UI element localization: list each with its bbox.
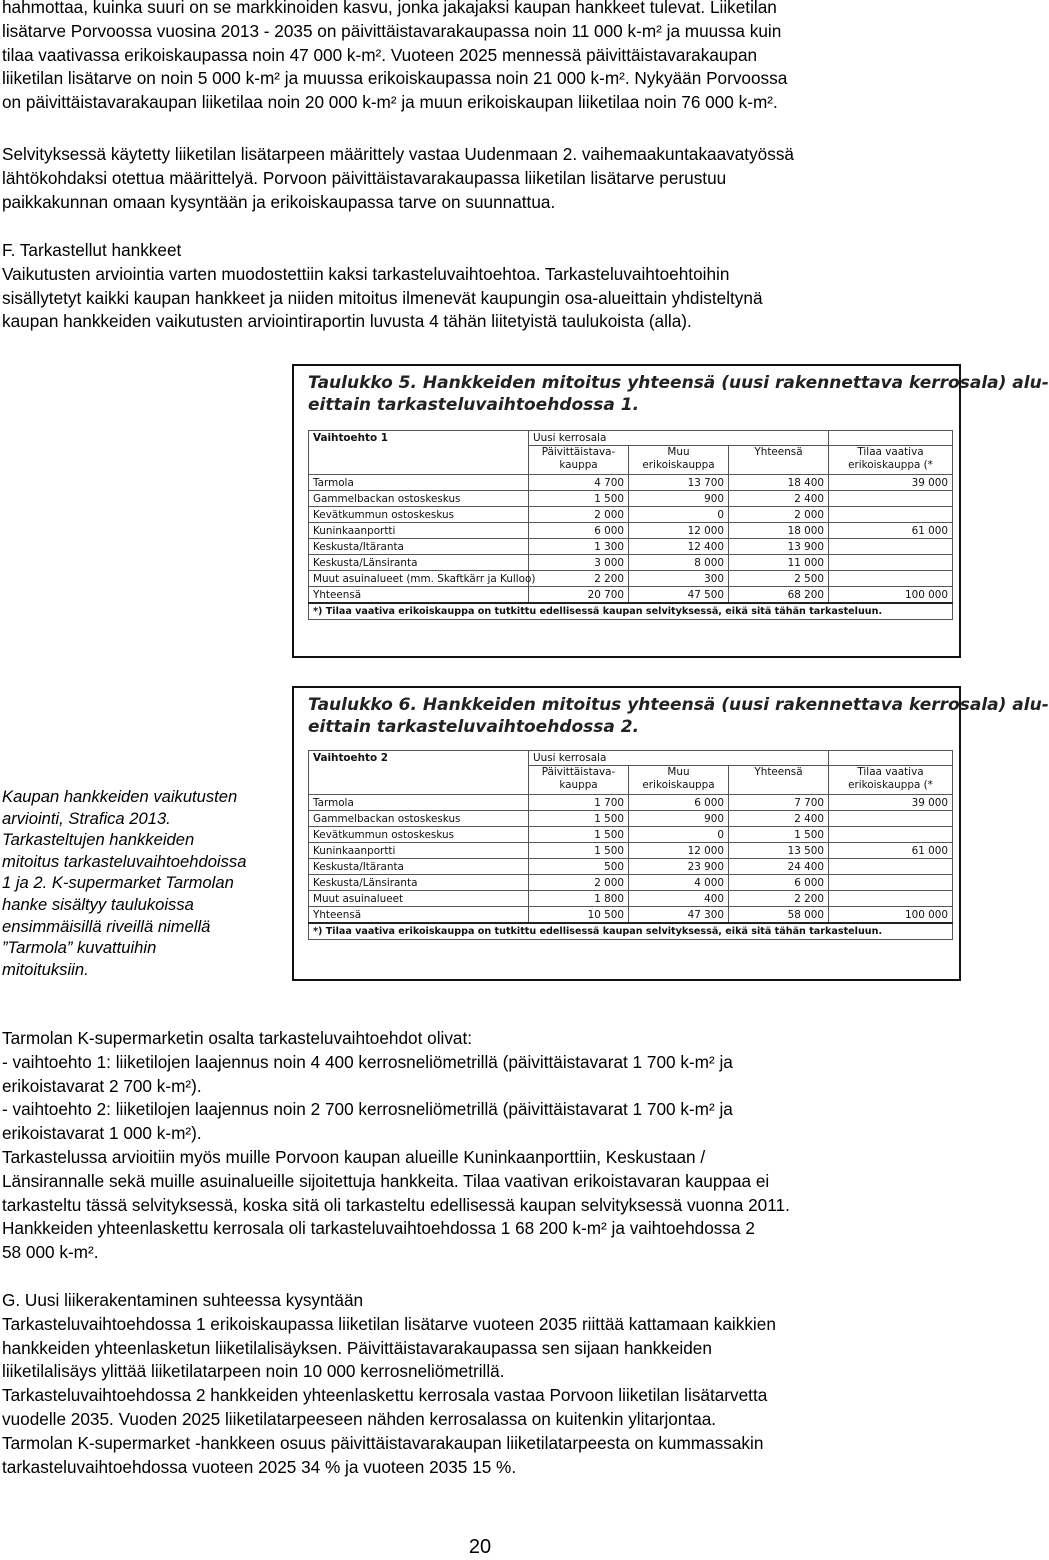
text-line: kaupan hankkeiden vaikutusten arviointiraportin luvusta 4 tähän liitetyistä taulukoista (alla). [2,311,692,332]
caption-line: Kaupan hankkeiden vaikutusten [2,787,238,806]
tarmola-paragraph [2,1027,954,1265]
caption-line: 1 ja 2. K-supermarket Tarmolan [2,873,234,893]
text-line: liiketilalisäys ylittää liiketilatarpeen noin 10 000 kerrosneliömetrillä. [2,1361,505,1382]
table-cell [829,811,953,827]
table-cell: 7 700 [729,795,829,811]
text-line: tarkasteltu tässä selvityksessä, koska sitä oli tarkasteltu edellisessä kaupan selvityksessä vuonna 2011. [2,1194,790,1215]
caption-line: ”Tarmola” kuvattuihin [2,938,157,958]
table-cell: 61 000 [829,843,953,859]
text-line: 58 000 k-m². [2,1242,99,1263]
table-cell: 39 000 [829,795,953,811]
text-line: Tarkasteluvaihtoehdossa 1 erikoiskaupassa liiketilan lisätarve vuoteen 2035 riittää kattamaan kaikkien [2,1313,776,1334]
table-cell: 13 900 [729,539,829,555]
text-line: lisätarve Porvoossa vuosina 2013 - 2035 on päivittäistavarakaupassa noin 11 000 k-m² ja muussa kuin [2,20,782,41]
text-line: Selvityksessä käytetty liiketilan lisätarpeen määrittely vastaa Uudenmaan 2. vaihemaakuntakaavatyössä [2,144,794,164]
text-line: vuodelle 2035. Vuoden 2025 liiketilatarpeeseen nähden kerrosalassa on kuitenkin ylitarjontaa. [2,1408,717,1429]
row-label: Kuninkaanportti [309,523,529,539]
table-title-line: Taulukko 5. Hankkeiden mitoitus yhteensä (uusi rakennettava kerrosala) alu- [308,373,1049,393]
empty-header [309,766,529,795]
caption-line: hanke sisältyy taulukoissa [2,894,194,914]
table-cell: 11 000 [729,555,829,571]
corner-label: Vaihtoehto 2 [309,751,529,766]
section-g-heading: G. Uusi liikerakentaminen suhteessa kysyntään [2,1290,364,1310]
table-cell [829,859,953,875]
table-cell [829,827,953,843]
table-cell: 61 000 [829,523,953,539]
table-6 [308,750,953,940]
table-cell: 2 000 [529,507,629,523]
row-label: Tarmola [309,795,529,811]
table-cell: 12 000 [629,523,729,539]
table-cell: 8 000 [629,555,729,571]
table-5-image [292,364,1049,658]
group-label: Uusi kerrosala [529,431,829,446]
text-line: Vaikutusten arviointia varten muodostettiin kaksi tarkasteluvaihtoehtoa. Tarkasteluvaihtoehtoihin [2,263,730,284]
table-cell: 47 300 [629,907,729,924]
table-cell: 1 500 [529,491,629,507]
text-line: Tarkasteluvaihtoehdossa 2 hankkeiden yhteenlaskettu kerrosala vastaa Porvoon liiketilan lisätarvetta [2,1385,768,1406]
table-row [309,907,953,924]
table-cell [829,571,953,587]
row-label: Keskusta/Itäranta [309,859,529,875]
text-line: Hankkeiden yhteenlaskettu kerrosala oli tarkasteluvaihtoehdossa 1 68 200 k-m² ja vaihtoehdossa 2 [2,1218,755,1239]
row-label: Gammelbackan ostoskeskus [309,491,529,507]
table-5 [308,430,953,620]
text-line: tarkasteluvaihtoehdossa vuoteen 2025 34 % ja vuoteen 2035 15 %. [2,1456,517,1477]
row-label: Keskusta/Länsiranta [309,875,529,891]
table-6-title [308,694,1049,738]
table-row [309,523,953,539]
row-label: Gammelbackan ostoskeskus [309,811,529,827]
table-row [309,891,953,907]
table-cell: 1 500 [529,811,629,827]
table-cell: 2 500 [729,571,829,587]
row-label: Muut asuinalueet [309,891,529,907]
text-line: sisällytetyt kaikki kaupan hankkeet ja niiden mitoitus ilmenevät kaupungin osa-alueittain yhdisteltynä [2,287,763,308]
table-cell: 500 [529,859,629,875]
text-line: erikoistavarat 1 000 k-m²). [2,1123,202,1144]
table-cell [829,891,953,907]
table-row [309,587,953,604]
col-header: Yhteensä [729,446,829,475]
table-cell: 6 000 [529,523,629,539]
caption-line: mitoitus tarkasteluvaihtoehdoissa [2,851,247,871]
table-title-line: Taulukko 6. Hankkeiden mitoitus yhteensä (uusi rakennettava kerrosala) alu- [308,695,1049,715]
text-line: Länsirannalle sekä muille asuinalueille sijoitettuja hankkeita. Tilaa vaativan erikoistavaran kauppaa ei [2,1170,770,1191]
empty-header [829,751,953,766]
table-cell: 58 000 [729,907,829,924]
table-title-line: eittain tarkasteluvaihtoehdossa 1. [308,395,640,415]
text-line: liiketilan lisätarve on noin 5 000 k-m² ja muussa erikoiskaupassa noin 21 000 k-m². Nykyään Porvoossa [2,68,788,89]
table-cell: 2 000 [529,875,629,891]
caption-line: Tarkasteltujen hankkeiden [2,830,195,850]
table-cell: 900 [629,811,729,827]
table-cell: 3 000 [529,555,629,571]
table-row [309,475,953,491]
table-row [309,571,953,587]
table-cell: 2 000 [729,507,829,523]
table-cell: 4 000 [629,875,729,891]
definition-paragraph [2,143,954,214]
table-cell: 18 000 [729,523,829,539]
table-6-image [292,686,1049,981]
row-label: Kuninkaanportti [309,843,529,859]
text-line: erikoistavarat 2 700 k-m²). [2,1075,202,1096]
table-cell [829,507,953,523]
section-f [2,239,954,334]
row-label: Keskusta/Länsiranta [309,555,529,571]
col-header: Tilaa vaativa erikoiskauppa (* [829,446,953,475]
table-cell: 23 900 [629,859,729,875]
table-cell: 900 [629,491,729,507]
table-cell [829,875,953,891]
text-line: hankkeiden yhteenlasketun liiketilalisäyksen. Päivittäistavarakaupassa sen sijaan hankkeiden [2,1337,712,1358]
table-cell: 300 [629,571,729,587]
caption-line: ensimmäisillä riveillä nimellä [2,916,211,936]
table-cell: 10 500 [529,907,629,924]
table-cell: 18 400 [729,475,829,491]
table-row [309,843,953,859]
table-cell: 400 [629,891,729,907]
table-cell: 2 400 [729,811,829,827]
table-footnote: *) Tilaa vaativa erikoiskauppa on tutkittu edellisessä kaupan selvityksessä, eikä sitä tähän tarkasteluun. [309,603,953,620]
table-5-title [308,372,1049,416]
table-cell: 24 400 [729,859,829,875]
table-cell: 2 200 [529,571,629,587]
table-cell: 100 000 [829,907,953,924]
col-header: Päivittäistava-kauppa [529,766,629,795]
table-cell: 20 700 [529,587,629,604]
table-row [309,507,953,523]
section-g [2,1289,954,1479]
empty-header [309,446,529,475]
row-label: Keskusta/Itäranta [309,539,529,555]
table-cell: 6 000 [629,795,729,811]
caption-line: arviointi, Strafica 2013. [2,808,171,828]
table-cell: 100 000 [829,587,953,604]
table-cell: 1 500 [529,843,629,859]
table-cell: 1 700 [529,795,629,811]
text-line: hahmottaa, kuinka suuri on se markkinoiden kasvu, jonka jakajaksi kaupan hankkeet tulevat. Liiketilan [2,0,777,17]
text-line: tilaa vaativassa erikoiskaupassa noin 47 000 k-m². Vuoteen 2025 mennessä päivittäistavarakaupan [2,44,758,65]
group-label: Uusi kerrosala [529,751,829,766]
table-cell: 13 700 [629,475,729,491]
table-cell: 12 400 [629,539,729,555]
section-f-heading: F. Tarkastellut hankkeet [2,240,182,260]
row-label: Tarmola [309,475,529,491]
table-cell: 2 200 [729,891,829,907]
text-line: on päivittäistavarakaupan liiketilaa noin 20 000 k-m² ja muun erikoiskaupan liiketilaa noin 76 000 k-m². [2,92,778,113]
text-line: lähtökohdaksi otettua määrittelyä. Porvoon päivittäistavarakaupassa liiketilan lisätarve perustuu [2,167,727,188]
text-line: - vaihtoehto 2: liiketilojen laajennus noin 2 700 kerrosneliömetrillä (päivittäistavarat 1 700 k-m² ja [2,1099,733,1120]
table-cell [829,539,953,555]
row-label: Yhteensä [309,587,529,604]
table-row [309,795,953,811]
table-cell: 68 200 [729,587,829,604]
table-cell: 13 500 [729,843,829,859]
intro-paragraph [2,0,954,115]
row-label: Kevätkummun ostoskeskus [309,827,529,843]
table-cell: 39 000 [829,475,953,491]
table-row [309,859,953,875]
table-footnote: *) Tilaa vaativa erikoiskauppa on tutkittu edellisessä kaupan selvityksessä, eikä sitä tähän tarkasteluun. [309,923,953,940]
text-line: - vaihtoehto 1: liiketilojen laajennus noin 4 400 kerrosneliömetrillä (päivittäistavarat 1 700 k-m² ja [2,1051,733,1072]
table-cell: 1 500 [529,827,629,843]
text-line: paikkakunnan omaan kysyntään ja erikoiskaupassa tarve on suunnattua. [2,191,556,212]
table-row [309,811,953,827]
row-label: Yhteensä [309,907,529,924]
table-cell: 1 500 [729,827,829,843]
table-cell: 4 700 [529,475,629,491]
table-row [309,491,953,507]
col-header: Päivittäistava-kauppa [529,446,629,475]
table-cell: 2 400 [729,491,829,507]
page-number: 20 [468,1536,492,1558]
table-cell: 1 800 [529,891,629,907]
empty-header [829,431,953,446]
row-label: Kevätkummun ostoskeskus [309,507,529,523]
col-header: Muu erikoiskauppa [629,446,729,475]
table-row [309,827,953,843]
col-header: Tilaa vaativa erikoiskauppa (* [829,766,953,795]
table-row [309,539,953,555]
text-line: Tarmolan K-supermarketin osalta tarkasteluvaihtoehdot olivat: [2,1028,473,1048]
col-header: Yhteensä [729,766,829,795]
table-cell: 1 300 [529,539,629,555]
caption-line: mitoituksiin. [2,959,89,979]
text-line: Tarkastelussa arvioitiin myös muille Porvoon kaupan alueille Kuninkaanporttiin, Keskustaan / [2,1146,706,1167]
row-label: Muut asuinalueet (mm. Skaftkärr ja Kulloo) [309,571,529,587]
table-cell: 6 000 [729,875,829,891]
table-cell [829,555,953,571]
table-cell: 47 500 [629,587,729,604]
table-cell: 0 [629,827,729,843]
table-cell: 12 000 [629,843,729,859]
table-cell: 0 [629,507,729,523]
corner-label: Vaihtoehto 1 [309,431,529,446]
table-title-line: eittain tarkasteluvaihtoehdossa 2. [308,717,640,737]
table-row [309,875,953,891]
table-row [309,555,953,571]
table-cell [829,491,953,507]
text-line: Tarmolan K-supermarket -hankkeen osuus päivittäistavarakaupan liiketilatarpeesta on kummassakin [2,1432,764,1453]
col-header: Muu erikoiskauppa [629,766,729,795]
figure-caption [2,786,284,980]
